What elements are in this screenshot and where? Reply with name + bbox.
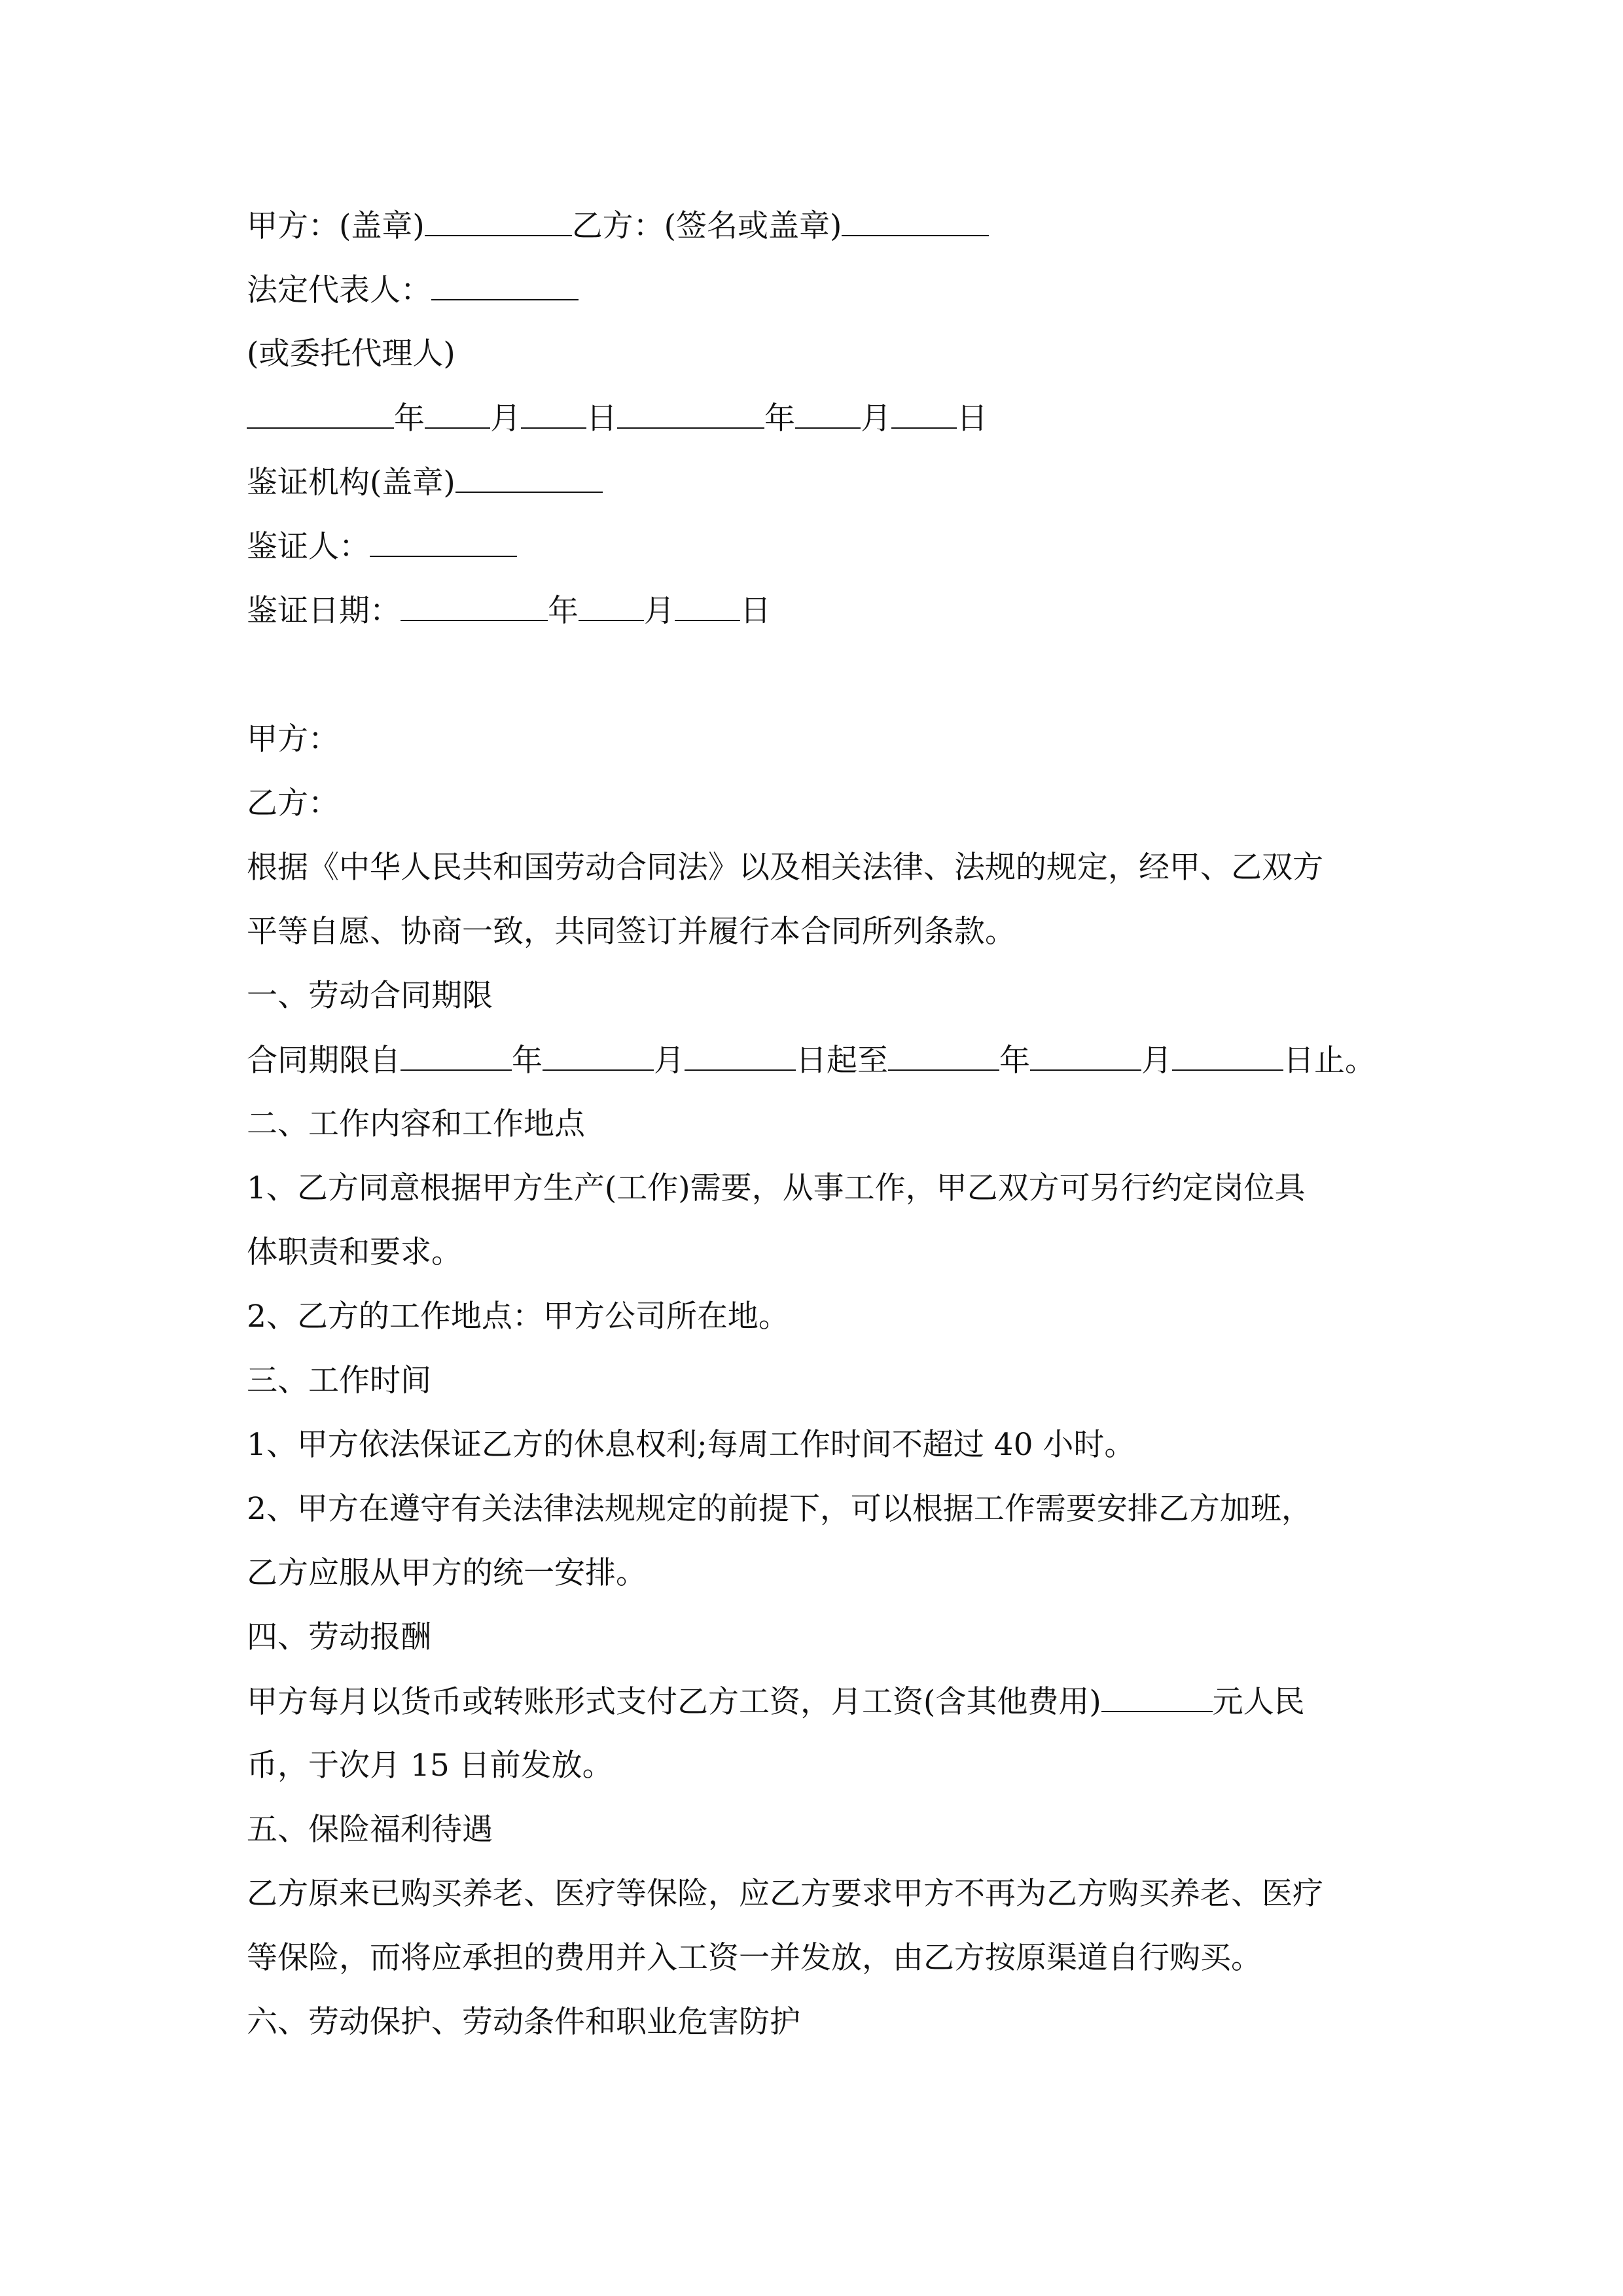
notary-year-label: 年 <box>548 593 579 629</box>
notary-year-blank[interactable] <box>401 591 548 621</box>
agent-line <box>247 334 1399 374</box>
section-5-title: 五、保险福利待遇 <box>247 1812 493 1848</box>
section-6-title: 六、劳动保护、劳动条件和职业危害防护 <box>247 2004 800 2040</box>
notary-org-label: 鉴证机构(盖章) <box>247 465 455 501</box>
notary-date-label: 鉴证日期： <box>247 593 401 629</box>
date-b-month-blank[interactable] <box>795 399 861 429</box>
section-5-line-2: 等保险，而将应承担的费用并入工资一并发放，由乙方按原渠道自行购买。 <box>247 1940 1262 1976</box>
notary-day-label: 日 <box>740 593 771 629</box>
notary-org-line <box>247 463 1399 503</box>
term-start-month-blank[interactable] <box>543 1041 654 1071</box>
signature-parties-line <box>247 206 1399 246</box>
term-end-day-blank[interactable] <box>1172 1041 1283 1071</box>
section-3-title: 三、工作时间 <box>247 1363 431 1399</box>
date-a-year-label: 年 <box>394 401 425 437</box>
section-3-p2-line-2: 乙方应服从甲方的统一安排。 <box>247 1555 647 1591</box>
notary-date-line <box>247 591 1399 631</box>
notary-month-blank[interactable] <box>579 591 644 621</box>
notary-person-blank[interactable] <box>370 527 517 557</box>
term-end-year-label: 年 <box>999 1043 1030 1079</box>
legal-rep-line <box>247 270 1399 310</box>
party-b-sign-blank[interactable] <box>842 206 989 236</box>
date-a-month-blank[interactable] <box>425 399 490 429</box>
term-suffix: 日止。 <box>1283 1043 1376 1079</box>
section-2-p2: 2、乙方的工作地点：甲方公司所在地。 <box>247 1299 789 1335</box>
intro-line-1: 根据《中华人民共和国劳动合同法》以及相关法律、法规的规定，经甲、乙双方 <box>247 850 1323 886</box>
date-b-year-label: 年 <box>764 401 795 437</box>
salary-line-1 <box>247 1682 1399 1722</box>
date-a-day-label: 日 <box>586 401 617 437</box>
date-b-year-blank[interactable] <box>617 399 764 429</box>
date-b-day-blank[interactable] <box>891 399 957 429</box>
salary-prefix: 甲方每月以货币或转账形式支付乙方工资，月工资(含其他费用) <box>247 1684 1101 1720</box>
agent-label: (或委托代理人) <box>247 336 455 372</box>
legal-rep-blank[interactable] <box>431 270 579 300</box>
notary-day-blank[interactable] <box>675 591 740 621</box>
section-4-title: 四、劳动报酬 <box>247 1619 431 1655</box>
term-prefix: 合同期限自 <box>247 1043 401 1079</box>
section-2-p1-line-1: 1、乙方同意根据甲方生产(工作)需要，从事工作，甲乙双方可另行约定岗位具 <box>247 1170 1306 1206</box>
section-2-title: 二、工作内容和工作地点 <box>247 1106 585 1142</box>
contract-term-line <box>247 1041 1399 1081</box>
signature-dates-line <box>247 399 1399 439</box>
section-5-line-1: 乙方原来已购买养老、医疗等保险，应乙方要求甲方不再为乙方购买养老、医疗 <box>247 1876 1323 1912</box>
party-a-seal-label: 甲方：(盖章) <box>247 208 425 244</box>
salary-suffix: 元人民 <box>1212 1684 1305 1720</box>
notary-org-blank[interactable] <box>455 463 603 493</box>
party-b-sign-label: 乙方：(签名或盖章) <box>571 208 842 244</box>
notary-person-line <box>247 527 1399 567</box>
salary-line-2: 币，于次月 15 日前发放。 <box>247 1748 613 1784</box>
legal-rep-label: 法定代表人： <box>247 272 431 308</box>
contract-party-b: 乙方： <box>247 785 339 821</box>
term-start-year-label: 年 <box>512 1043 543 1079</box>
date-b-day-label: 日 <box>957 401 988 437</box>
section-1-title: 一、劳动合同期限 <box>247 978 493 1014</box>
contract-party-a: 甲方： <box>247 721 339 757</box>
date-b-month-label: 月 <box>861 401 891 437</box>
section-3-p2-line-1: 2、甲方在遵守有关法律法规规定的前提下，可以根据工作需要安排乙方加班， <box>247 1491 1312 1527</box>
date-a-year-blank[interactable] <box>247 399 394 429</box>
party-a-seal-blank[interactable] <box>425 206 572 236</box>
term-start-month-label: 月 <box>654 1043 685 1079</box>
salary-amount-blank[interactable] <box>1101 1682 1213 1712</box>
notary-person-label: 鉴证人： <box>247 529 370 565</box>
term-end-year-blank[interactable] <box>888 1041 999 1071</box>
section-3-p1: 1、甲方依法保证乙方的休息权利;每周工作时间不超过 40 小时。 <box>247 1427 1135 1463</box>
intro-line-2: 平等自愿、协商一致，共同签订并履行本合同所列条款。 <box>247 914 1016 950</box>
notary-month-label: 月 <box>644 593 675 629</box>
term-start-day-blank[interactable] <box>685 1041 796 1071</box>
term-end-month-label: 月 <box>1141 1043 1172 1079</box>
term-mid: 日起至 <box>796 1043 888 1079</box>
section-2-p1-line-2: 体职责和要求。 <box>247 1234 462 1270</box>
date-a-day-blank[interactable] <box>521 399 586 429</box>
date-a-month-label: 月 <box>490 401 521 437</box>
term-start-year-blank[interactable] <box>401 1041 512 1071</box>
term-end-month-blank[interactable] <box>1030 1041 1141 1071</box>
